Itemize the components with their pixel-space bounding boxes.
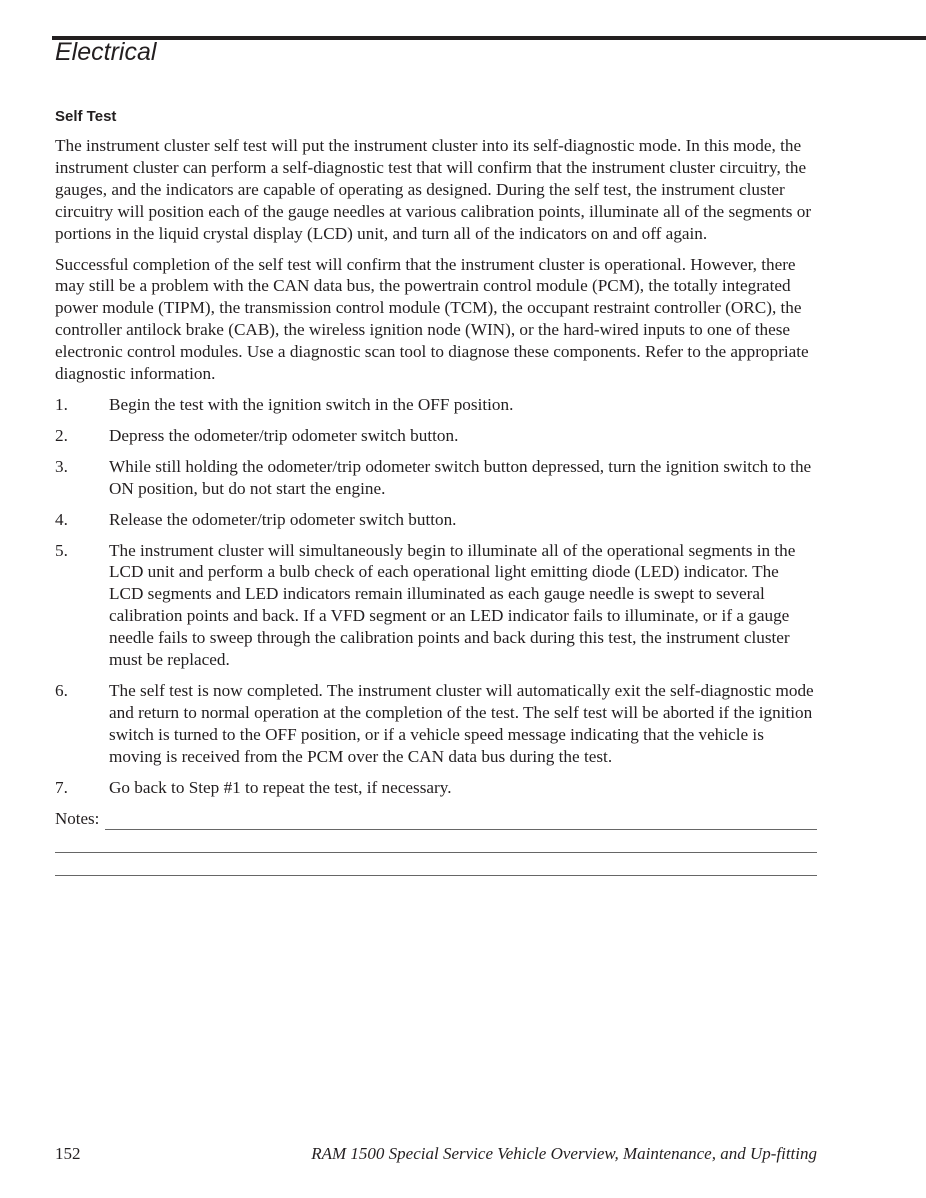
list-item — [55, 394, 817, 416]
step-number: 3. — [55, 456, 68, 476]
notes-section — [55, 807, 817, 876]
step-number: 2. — [55, 425, 68, 445]
step-number: 7. — [55, 777, 68, 797]
page-footer — [55, 1144, 817, 1164]
step-text: Begin the test with the ignition switch in the OFF position. — [109, 394, 514, 414]
list-item — [55, 509, 817, 531]
notes-line — [55, 853, 817, 876]
step-number: 6. — [55, 680, 68, 700]
notes-label: Notes: — [55, 809, 100, 829]
page-content — [55, 108, 817, 876]
list-item — [55, 777, 817, 799]
paragraph: The instrument cluster self test will put the instrument cluster into its self-diagnostic mode. In this mode, the instrument cluster can perform a self-diagnostic test that will confirm that the instrument cluster circuitry, the gauges, and the indicators are capable of operating as designed. During the self test, the instrument cluster circuitry will position each of the gauge needles at various calibration points, illuminate all of the segments or portions in the liquid crystal display (LCD) unit, and turn all of the indicators on and off again. — [55, 136, 812, 243]
step-number: 1. — [55, 394, 68, 414]
heading: Self Test — [55, 108, 117, 125]
notes-line — [55, 830, 817, 853]
notes-line — [105, 812, 817, 830]
step-text: The instrument cluster will simultaneously begin to illuminate all of the operational segments in the LCD unit and perform a bulb check of each operational light emitting diode (LED) indicator. The LCD segments and LED indicators remain illuminated as each gauge needle is swept to several calibration points and back. If a VFD segment or an LED indicator fails to illuminate, or if a gauge needle fails to sweep through the calibration points and back during this test, the instrument cluster must be replaced. — [109, 540, 796, 670]
step-text: The self test is now completed. The instrument cluster will automatically exit the self-diagnostic mode and return to normal operation at the completion of the test. The self test will be aborted if the ignition switch is turned to the OFF position, or if a vehicle speed message indicating that the vehicle is moving is received from the PCM over the CAN data bus during the test. — [109, 680, 814, 766]
page-number: 152 — [55, 1144, 81, 1163]
step-text: Depress the odometer/trip odometer switch button. — [109, 425, 459, 445]
section-title: Electrical — [55, 38, 157, 66]
list-item — [55, 456, 817, 500]
step-number: 4. — [55, 509, 68, 529]
steps-list — [55, 394, 817, 799]
paragraph: Successful completion of the self test will confirm that the instrument cluster is operational. However, there may still be a problem with the CAN data bus, the powertrain control module (PCM), the totally integrated power module (TIPM), the transmission control module (TCM), the occupant restraint controller (ORC), the controller antilock brake (CAB), the wireless ignition node (WIN), or the hard-wired inputs to one of these electronic control modules. Use a diagnostic scan tool to diagnose these components. Refer to the appropriate diagnostic information. — [55, 254, 809, 384]
list-item — [55, 540, 817, 671]
step-number: 5. — [55, 540, 68, 560]
step-text: Go back to Step #1 to repeat the test, if necessary. — [109, 777, 452, 797]
document-title: RAM 1500 Special Service Vehicle Overview, Maintenance, and Up-fitting — [311, 1144, 817, 1163]
step-text: Release the odometer/trip odometer switch button. — [109, 509, 457, 529]
list-item — [55, 680, 817, 768]
step-text: While still holding the odometer/trip odometer switch button depressed, turn the ignition switch to the ON position, but do not start the engine. — [109, 456, 812, 498]
list-item — [55, 425, 817, 447]
header-rule — [52, 36, 926, 40]
